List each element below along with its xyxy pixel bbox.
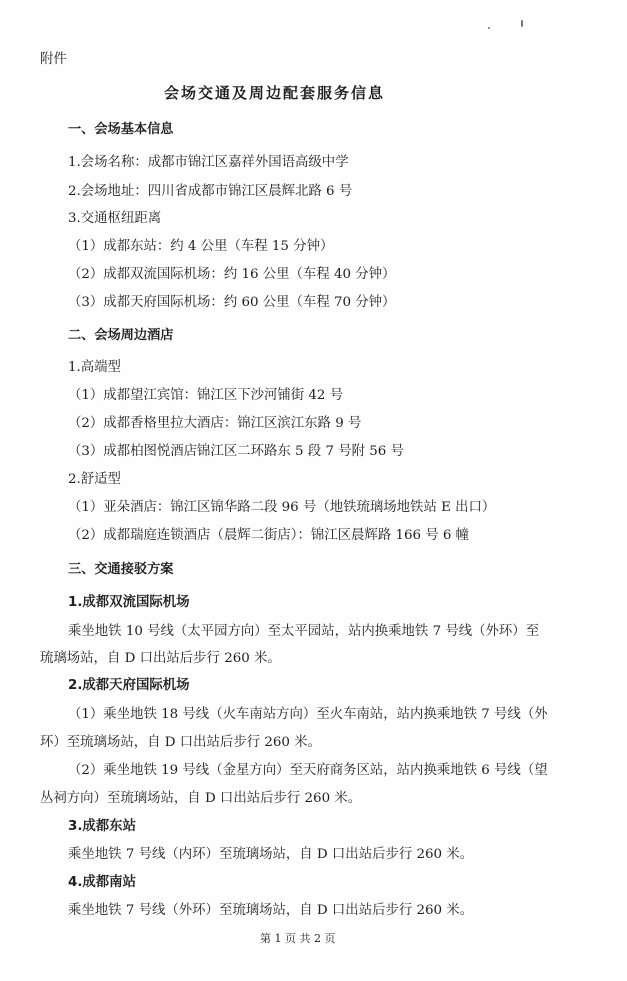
hub-item: （3）成都天府国际机场：约 60 公里（车程 70 分钟） [68,295,396,310]
transport-text: 环）至琉璃场站，自 D 口出站后步行 260 米。 [40,735,321,750]
attachment-label: 附件 [40,52,67,67]
section-heading-hotels: 二、会场周边酒店 [68,328,174,343]
venue-name: 1.会场名称：成都市锦江区嘉祥外国语高级中学 [68,155,349,170]
hotel-category-high-end: 1.高端型 [68,360,121,375]
transport-heading-south-station: 4.成都南站 [68,875,136,890]
transport-text: 乘坐地铁 7 号线（内环）至琉璃场站，自 D 口出站后步行 260 米。 [68,847,474,862]
hub-item: （1）成都东站：约 4 公里（车程 15 分钟） [68,239,334,254]
transport-heading-shuangliu: 1.成都双流国际机场 [68,595,190,610]
hotel-item: （3）成都柏图悦酒店锦江区二环路东 5 段 7 号附 56 号 [68,444,404,459]
hub-item: （2）成都双流国际机场：约 16 公里（车程 40 分钟） [68,267,396,282]
section-heading-venue-info: 一、会场基本信息 [68,122,174,137]
document-title: 会场交通及周边配套服务信息 [164,84,386,102]
transport-heading-east-station: 3.成都东站 [68,819,136,834]
section-heading-transport: 三、交通接驳方案 [68,562,174,577]
hotel-item: （2）成都香格里拉大酒店：锦江区滨江东路 9 号 [68,416,362,431]
transport-text: 琉璃场站，自 D 口出站后步行 260 米。 [40,651,281,666]
transport-text: 丛祠方向）至琉璃场站，自 D 口出站后步行 260 米。 [40,791,362,806]
scan-speck [521,20,523,27]
transport-heading-tianfu: 2.成都天府国际机场 [68,678,190,693]
transport-text: （1）乘坐地铁 18 号线（火车南站方向）至火车南站，站内换乘地铁 7 号线（外 [68,707,548,722]
transport-text: （2）乘坐地铁 19 号线（金星方向）至天府商务区站，站内换乘地铁 6 号线（望 [68,763,548,778]
hub-distance-heading: 3.交通枢纽距离 [68,211,162,226]
transport-text: 乘坐地铁 7 号线（外环）至琉璃场站，自 D 口出站后步行 260 米。 [68,903,474,918]
hotel-item: （2）成都瑞庭连锁酒店（晨辉二街店）：锦江区晨辉路 166 号 6 幢 [68,528,470,543]
scan-speck [488,27,490,29]
venue-address: 2.会场地址：四川省成都市锦江区晨辉北路 6 号 [68,184,353,199]
hotel-item: （1）亚朵酒店：锦江区锦华路二段 96 号（地铁琉璃场地铁站 E 出口） [68,500,496,515]
hotel-item: （1）成都望江宾馆：锦江区下沙河铺街 42 号 [68,388,344,403]
hotel-category-comfort: 2.舒适型 [68,472,121,487]
transport-text: 乘坐地铁 10 号线（太平园方向）至太平园站，站内换乘地铁 7 号线（外环）至 [68,624,540,639]
page-footer: 第 1 页 共 2 页 [260,932,336,945]
